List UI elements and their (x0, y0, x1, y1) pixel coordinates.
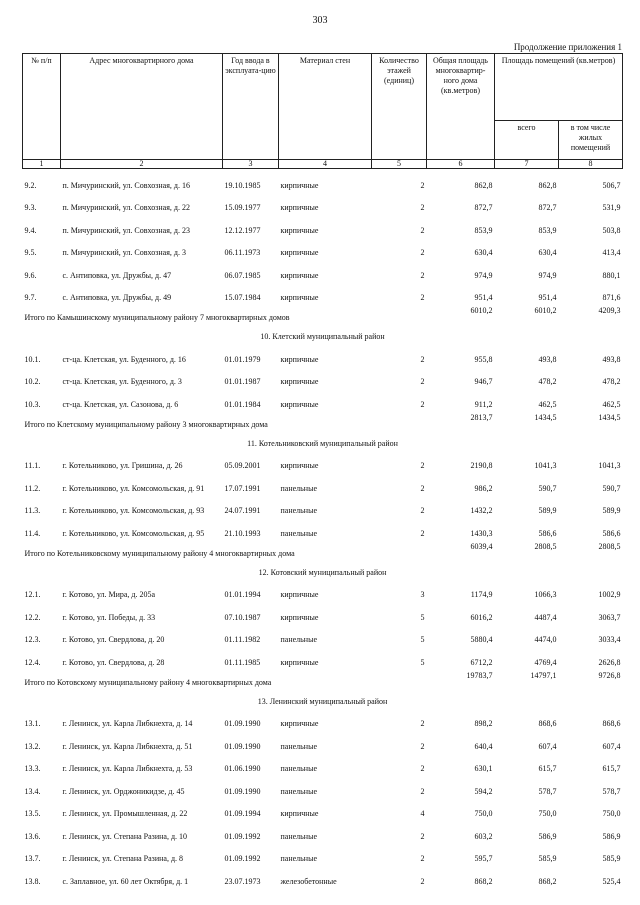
row-total-area: 872,7 (474, 203, 493, 212)
row-total-area: 750,0 (474, 809, 493, 818)
section-row (23, 687, 623, 708)
row-floors: 2 (420, 354, 425, 364)
page-number: 303 (312, 15, 328, 26)
row-premises-total: 586,9 (538, 831, 557, 841)
row-floors: 2 (420, 180, 425, 190)
row-floors: 2 (420, 461, 425, 470)
section-row (23, 429, 623, 450)
row-total-area: 986,2 (474, 483, 493, 493)
section-heading: 10. Клетский муниципальный район (260, 332, 385, 341)
col-num: 6 (427, 160, 495, 169)
row-premises-residential: 1002,9 (598, 590, 621, 599)
row-wall-material: панельные (280, 483, 318, 493)
row-premises-total: 493,8 (538, 354, 557, 364)
row-total-area: 640,4 (474, 741, 493, 751)
total-area-sum: 6039,4 (470, 541, 493, 551)
row-premises-residential: 493,8 (602, 354, 621, 364)
table-row (23, 450, 623, 473)
row-number: 13.5. (24, 809, 41, 818)
row-address: г. Котово, ул. Свердлова, д. 20 (62, 635, 165, 644)
table-header (23, 54, 623, 169)
row-year: 01.09.1990 (224, 741, 261, 751)
row-year: 15.09.1977 (224, 203, 261, 212)
row-premises-total: 951,4 (538, 293, 557, 302)
row-floors: 2 (420, 719, 425, 728)
row-premises-total: 750,0 (538, 809, 557, 818)
row-premises-residential: 871,6 (602, 293, 621, 302)
table-row (23, 472, 623, 495)
row-wall-material: кирпичные (280, 399, 319, 409)
row-floors: 4 (420, 809, 425, 818)
total-label: Итого по Камышинскому муниципальному району 7 многоквартирных домов (24, 313, 290, 322)
row-wall-material: кирпичные (280, 180, 319, 190)
total-label: Итого по Котельниковскому муниципальному району 4 многоквартирных дома (24, 548, 295, 558)
row-floors: 2 (420, 831, 425, 841)
row-wall-material: панельные (280, 741, 318, 751)
table-row (23, 820, 623, 843)
row-wall-material: кирпичные (280, 225, 319, 235)
row-total-area: 862,8 (474, 180, 493, 190)
total-area-sum: 6010,2 (470, 306, 493, 315)
row-floors: 2 (420, 528, 425, 538)
col-header-wall-material: Материал стен (279, 54, 372, 160)
row-number: 12.1. (24, 590, 41, 599)
row-number: 9.6. (24, 270, 37, 280)
row-number: 13.2. (24, 741, 41, 751)
row-floors: 5 (420, 612, 425, 622)
premises-residential-sum: 2808,5 (598, 541, 621, 551)
col-header-floors: Количество этажей (единиц) (372, 54, 427, 160)
row-floors: 2 (420, 854, 425, 863)
row-total-area: 951,4 (474, 293, 493, 302)
row-floors: 2 (420, 248, 425, 257)
row-wall-material: кирпичные (280, 270, 319, 280)
row-total-area: 974,9 (474, 270, 493, 280)
row-wall-material: панельные (280, 506, 318, 515)
row-address: г. Ленинск, ул. Промышленная, д. 22 (62, 809, 188, 818)
row-address: п. Мичуринский, ул. Совхозная, д. 23 (62, 225, 190, 235)
row-wall-material: панельные (280, 635, 318, 644)
row-premises-residential: 413,4 (602, 248, 621, 257)
row-premises-total: 868,2 (538, 876, 557, 886)
row-floors: 5 (420, 635, 425, 644)
row-address: с. Антиповка, ул. Дружбы, д. 49 (62, 293, 172, 302)
row-premises-residential: 586,6 (602, 528, 621, 538)
row-number: 13.3. (24, 764, 41, 773)
row-wall-material: панельные (280, 831, 318, 841)
row-total-area: 868,2 (474, 876, 493, 886)
row-address: с. Заплавное, ул. 60 лет Октября, д. 1 (62, 876, 189, 886)
row-premises-total: 589,9 (538, 506, 557, 515)
row-wall-material: панельные (280, 786, 318, 796)
row-year: 23.07.1973 (224, 876, 261, 886)
row-premises-residential: 589,9 (602, 506, 621, 515)
row-address: с. Антиповка, ул. Дружбы, д. 47 (62, 270, 172, 280)
row-premises-residential: 506,7 (602, 180, 621, 190)
row-premises-total: 974,9 (538, 270, 557, 280)
row-wall-material: железобетонные (280, 876, 337, 886)
row-number: 9.7. (24, 293, 37, 302)
col-header-year: Год ввода в эксплуата-цию (223, 54, 279, 160)
row-number: 11.1. (24, 461, 41, 470)
total-area-sum: 2813,7 (470, 412, 493, 422)
row-address: п. Мичуринский, ул. Совхозная, д. 22 (62, 203, 190, 212)
row-number: 13.4. (24, 786, 41, 796)
section-row (23, 322, 623, 343)
row-year: 15.07.1984 (224, 293, 261, 302)
row-premises-total: 578,7 (538, 786, 557, 796)
row-premises-residential: 868,6 (602, 719, 621, 728)
table-row (23, 366, 623, 389)
row-wall-material: кирпичные (280, 461, 319, 470)
row-premises-residential: 478,2 (602, 377, 621, 386)
row-address: ст-ца. Клетская, ул. Сазонова, д. 6 (62, 399, 179, 409)
row-premises-total: 478,2 (538, 377, 557, 386)
table-body (23, 169, 623, 888)
row-total-area: 603,2 (474, 831, 493, 841)
row-address: г. Ленинск, ул. Карла Либкнехта, д. 53 (62, 764, 193, 773)
row-year: 06.07.1985 (224, 270, 261, 280)
row-premises-residential: 586,9 (602, 831, 621, 841)
row-address: г. Котельниково, ул. Гришина, д. 26 (62, 461, 183, 470)
row-floors: 2 (420, 506, 425, 515)
row-wall-material: панельные (280, 764, 318, 773)
row-address: г. Котельниково, ул. Комсомольская, д. 95 (62, 528, 205, 538)
row-premises-total: 585,9 (538, 854, 557, 863)
row-number: 9.3. (24, 203, 37, 212)
row-premises-total: 868,6 (538, 719, 557, 728)
row-address: п. Мичуринский, ул. Совхозная, д. 16 (62, 180, 190, 190)
row-premises-total: 853,9 (538, 225, 557, 235)
row-floors: 3 (420, 590, 425, 599)
row-number: 13.1. (24, 719, 41, 728)
row-total-area: 1430,3 (470, 528, 493, 538)
section-heading: 12. Котовский муниципальный район (258, 567, 387, 577)
table-row (23, 517, 623, 540)
row-total-area: 595,7 (474, 854, 493, 863)
total-row (23, 540, 623, 558)
table-row (23, 343, 623, 366)
row-address: г. Котово, ул. Свердлова, д. 28 (62, 657, 165, 667)
table-row (23, 282, 623, 305)
row-year: 01.09.1990 (224, 719, 261, 728)
section-row (23, 558, 623, 579)
col-header-number: № п/п (23, 54, 61, 160)
row-premises-residential: 2626,8 (598, 657, 621, 667)
row-year: 01.01.1984 (224, 399, 261, 409)
row-floors: 2 (420, 225, 425, 235)
row-wall-material: кирпичные (280, 612, 319, 622)
table-row (23, 753, 623, 776)
col-header-premises-total: всего (495, 121, 559, 160)
row-floors: 2 (420, 741, 425, 751)
row-total-area: 630,1 (474, 764, 493, 773)
premises-total-sum: 1434,5 (534, 412, 557, 422)
row-wall-material: кирпичные (280, 377, 319, 386)
table-row (23, 843, 623, 866)
row-wall-material: кирпичные (280, 809, 319, 818)
row-year: 01.09.1990 (224, 786, 261, 796)
row-premises-residential: 1041,3 (598, 461, 621, 470)
total-label: Итого по Клетскому муниципальному району 3 многоквартирных дома (24, 419, 268, 429)
row-total-area: 898,2 (474, 719, 493, 728)
row-total-area: 6016,2 (470, 612, 493, 622)
row-premises-residential: 525,4 (602, 876, 621, 886)
row-number: 12.2. (24, 612, 41, 622)
row-floors: 2 (420, 377, 425, 386)
row-premises-total: 462,5 (538, 399, 557, 409)
row-year: 05.09.2001 (224, 461, 261, 470)
premises-residential-sum: 9726,8 (598, 670, 621, 680)
row-number: 12.4. (24, 657, 41, 667)
row-year: 24.07.1991 (224, 506, 261, 515)
row-premises-total: 872,7 (538, 203, 557, 212)
premises-total-sum: 14797,1 (530, 670, 557, 680)
row-premises-residential: 578,7 (602, 786, 621, 796)
row-address: ст-ца. Клетская, ул. Буденного, д. 16 (62, 354, 186, 364)
table-row (23, 579, 623, 602)
row-premises-residential: 607,4 (602, 741, 621, 751)
table-row (23, 775, 623, 798)
col-num: 7 (495, 160, 559, 169)
row-premises-total: 4474,0 (534, 635, 557, 644)
row-year: 12.12.1977 (224, 225, 261, 235)
col-num: 3 (223, 160, 279, 169)
table-row (23, 259, 623, 282)
row-wall-material: панельные (280, 528, 318, 538)
row-total-area: 594,2 (474, 786, 493, 796)
row-address: г. Ленинск, ул. Карла Либкнехта, д. 51 (62, 741, 193, 751)
column-number-row (23, 160, 623, 169)
row-year: 01.09.1994 (224, 809, 261, 818)
row-total-area: 853,9 (474, 225, 493, 235)
row-address: г. Ленинск, ул. Степана Разина, д. 8 (62, 854, 184, 863)
total-label: Итого по Котовскому муниципальному району 4 многоквартирных дома (24, 677, 272, 687)
col-num: 8 (559, 160, 623, 169)
row-premises-total: 590,7 (538, 483, 557, 493)
row-number: 13.6. (24, 831, 41, 841)
row-year: 01.01.1994 (224, 590, 261, 599)
row-address: г. Котельниково, ул. Комсомольская, д. 93 (62, 506, 205, 515)
row-premises-residential: 3063,7 (598, 612, 621, 622)
premises-residential-sum: 4209,3 (598, 306, 621, 315)
table-row (23, 214, 623, 237)
row-premises-residential: 503,8 (602, 225, 621, 235)
col-num: 2 (61, 160, 223, 169)
row-year: 01.06.1990 (224, 764, 261, 773)
row-year: 17.07.1991 (224, 483, 261, 493)
premises-total-sum: 2808,5 (534, 541, 557, 551)
row-floors: 2 (420, 876, 425, 886)
row-premises-residential: 462,5 (602, 399, 621, 409)
row-floors: 2 (420, 483, 425, 493)
row-premises-total: 4487,4 (534, 612, 557, 622)
row-address: г. Котово, ул. Победы, д. 33 (62, 612, 156, 622)
row-number: 11.2. (24, 483, 41, 493)
row-number: 10.1. (24, 354, 41, 364)
col-header-address: Адрес многоквартирного дома (61, 54, 223, 160)
row-address: ст-ца. Клетская, ул. Буденного, д. 3 (62, 377, 182, 386)
col-header-total-area: Общая площадь многоквартир-ного дома (кв.метров) (427, 54, 495, 160)
row-premises-total: 4769,4 (534, 657, 557, 667)
row-wall-material: панельные (280, 854, 318, 863)
row-year: 01.01.1979 (224, 354, 261, 364)
table-row (23, 624, 623, 647)
section-heading: 11. Котельниковский муниципальный район (247, 438, 398, 448)
table-row (23, 798, 623, 821)
row-number: 9.2. (24, 180, 37, 190)
row-floors: 5 (420, 657, 425, 667)
row-number: 13.7. (24, 854, 41, 863)
col-header-premises-area: Площадь помещений (кв.метров) (495, 54, 623, 121)
row-premises-residential: 750,0 (602, 809, 621, 818)
total-row (23, 411, 623, 429)
row-number: 9.4. (24, 225, 37, 235)
row-number: 13.8. (24, 876, 41, 886)
row-wall-material: кирпичные (280, 203, 319, 212)
premises-total-sum: 6010,2 (534, 306, 557, 315)
row-year: 07.10.1987 (224, 612, 261, 622)
col-num: 1 (23, 160, 61, 169)
row-floors: 2 (420, 399, 425, 409)
col-header-premises-residential: в том числе жилых помещений (559, 121, 623, 160)
row-year: 21.10.1993 (224, 528, 261, 538)
row-year: 01.09.1992 (224, 831, 261, 841)
total-row (23, 669, 623, 687)
row-year: 01.09.1992 (224, 854, 261, 863)
row-premises-residential: 615,7 (602, 764, 621, 773)
table-row (23, 646, 623, 669)
row-wall-material: кирпичные (280, 354, 319, 364)
row-total-area: 630,4 (474, 248, 493, 257)
table-row (23, 865, 623, 888)
row-total-area: 5880,4 (470, 635, 493, 644)
row-premises-total: 630,4 (538, 248, 557, 257)
row-floors: 2 (420, 203, 425, 212)
row-number: 10.2. (24, 377, 41, 386)
row-premises-total: 1041,3 (534, 461, 557, 470)
row-premises-residential: 585,9 (602, 854, 621, 863)
row-total-area: 946,7 (474, 377, 493, 386)
row-floors: 2 (420, 764, 425, 773)
row-floors: 2 (420, 786, 425, 796)
total-area-sum: 19783,7 (466, 670, 493, 680)
row-number: 11.4. (24, 528, 41, 538)
row-total-area: 2190,8 (470, 461, 493, 470)
row-year: 01.11.1985 (224, 657, 261, 667)
row-number: 9.5. (24, 248, 37, 257)
row-premises-residential: 880,1 (602, 270, 621, 280)
row-wall-material: кирпичные (280, 293, 319, 302)
row-wall-material: кирпичные (280, 657, 319, 667)
row-address: г. Ленинск, ул. Карла Либкнехта, д. 14 (62, 719, 193, 728)
row-premises-residential: 531,9 (602, 203, 621, 212)
row-wall-material: кирпичные (280, 248, 319, 257)
table-row (23, 237, 623, 260)
continuation-label: Продолжение приложения 1 (513, 42, 622, 52)
col-num: 4 (279, 160, 372, 169)
row-wall-material: кирпичные (280, 590, 319, 599)
table-row (23, 730, 623, 753)
row-wall-material: кирпичные (280, 719, 319, 728)
row-floors: 2 (420, 293, 425, 302)
table-row (23, 495, 623, 518)
row-premises-total: 586,6 (538, 528, 557, 538)
row-number: 11.3. (24, 506, 41, 515)
row-address: г. Котельниково, ул. Комсомольская, д. 91 (62, 483, 205, 493)
row-year: 06.11.1973 (224, 248, 261, 257)
row-premises-total: 862,8 (538, 180, 557, 190)
row-total-area: 1174,9 (470, 590, 493, 599)
row-address: г. Ленинск, ул. Орджоникидзе, д. 45 (62, 786, 185, 796)
row-total-area: 6712,2 (470, 657, 493, 667)
section-heading: 13. Ленинский муниципальный район (257, 696, 388, 706)
row-total-area: 955,8 (474, 354, 493, 364)
row-number: 10.3. (24, 399, 41, 409)
row-address: г. Ленинск, ул. Степана Разина, д. 10 (62, 831, 188, 841)
premises-residential-sum: 1434,5 (598, 412, 621, 422)
row-premises-total: 607,4 (538, 741, 557, 751)
row-premises-residential: 590,7 (602, 483, 621, 493)
col-num: 5 (372, 160, 427, 169)
row-address: г. Котово, ул. Мира, д. 205а (62, 590, 156, 599)
row-total-area: 1432,2 (470, 506, 493, 515)
row-year: 01.11.1982 (224, 635, 261, 644)
row-premises-total: 1066,3 (534, 590, 557, 599)
row-floors: 2 (420, 270, 425, 280)
row-number: 12.3. (24, 635, 41, 644)
row-year: 01.01.1987 (224, 377, 261, 386)
row-year: 19.10.1985 (224, 180, 261, 190)
table-row (23, 169, 623, 192)
table-row (23, 388, 623, 411)
table-row (23, 708, 623, 731)
table-row (23, 601, 623, 624)
row-premises-total: 615,7 (538, 764, 557, 773)
housing-register-table (22, 53, 623, 888)
row-premises-residential: 3033,4 (598, 635, 621, 644)
total-row (23, 304, 623, 322)
table-row (23, 192, 623, 215)
row-address: п. Мичуринский, ул. Совхозная, д. 3 (62, 248, 186, 257)
row-total-area: 911,2 (474, 399, 493, 409)
